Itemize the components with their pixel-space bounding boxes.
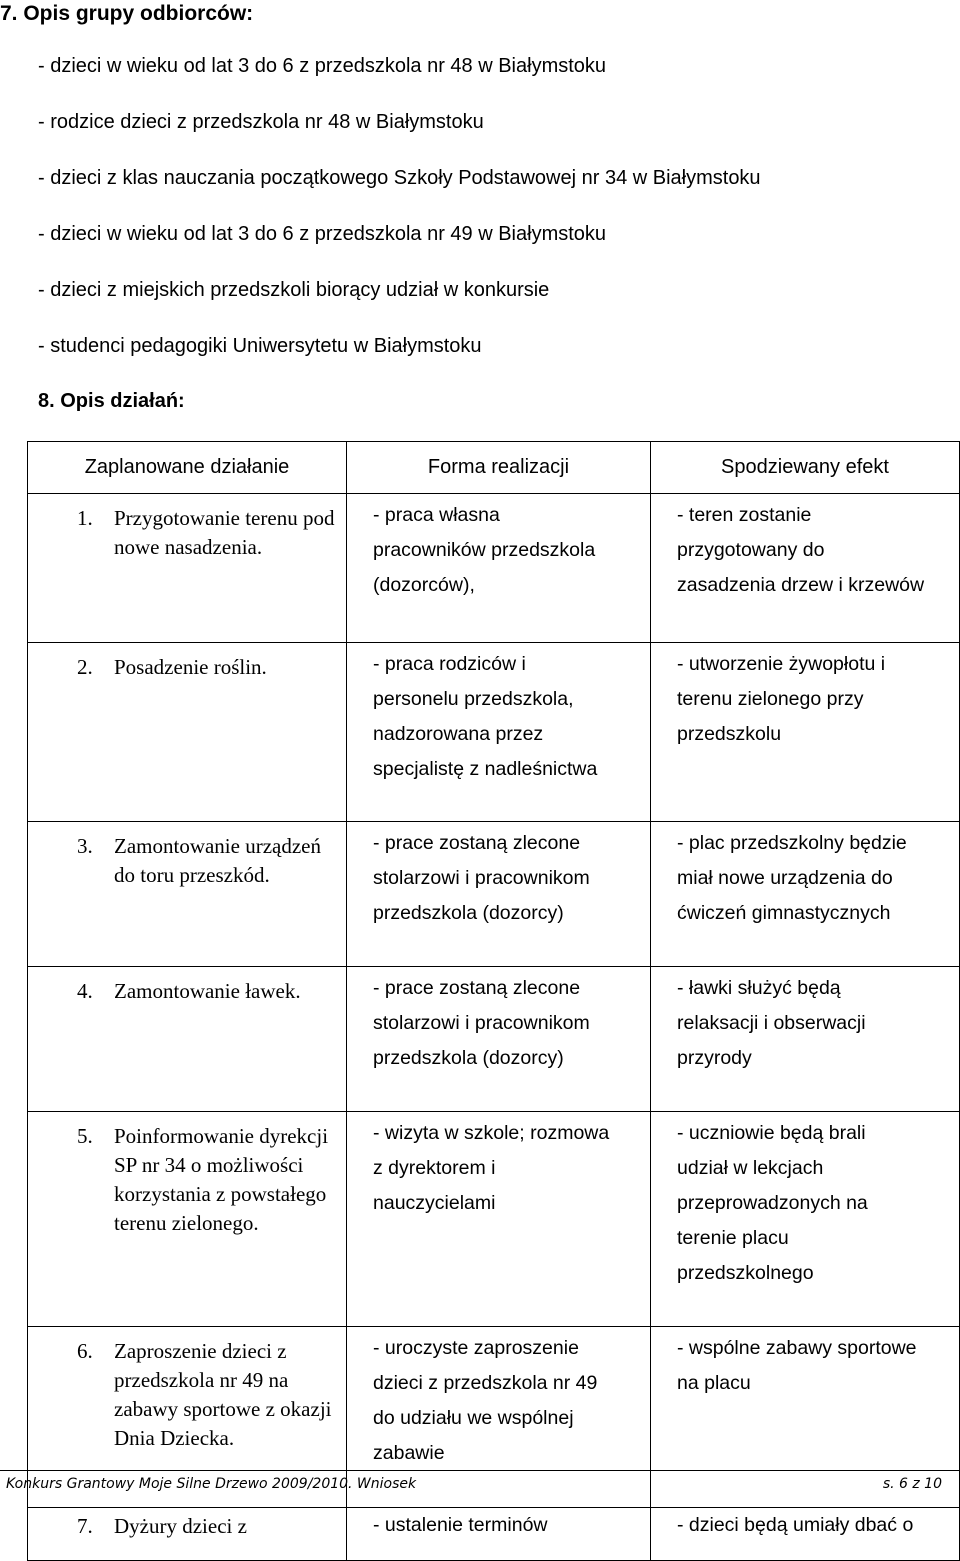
effect-line: - wspólne zabawy sportowe bbox=[677, 1337, 917, 1359]
form-line: - prace zostaną zlecone bbox=[373, 832, 581, 854]
effect-line: terenie placu bbox=[677, 1227, 789, 1249]
effect-line: udział w lekcjach bbox=[677, 1157, 824, 1179]
form-cell bbox=[347, 494, 651, 643]
effect-line: - teren zostanie bbox=[677, 504, 812, 526]
action-text: Zamontowanie ławek. bbox=[114, 979, 301, 1003]
effect-cell bbox=[651, 494, 960, 643]
row-number: 5. bbox=[77, 1124, 93, 1148]
table-row bbox=[28, 822, 960, 967]
effect-line: - ławki służyć będą bbox=[677, 977, 841, 999]
effect-line: na placu bbox=[677, 1372, 751, 1394]
table-header-row bbox=[28, 442, 960, 494]
form-line: personelu przedszkola, bbox=[373, 688, 574, 710]
effect-line: - plac przedszkolny będzie bbox=[677, 832, 907, 854]
effect-line: miał nowe urządzenia do bbox=[677, 867, 893, 889]
form-line: specjalistę z nadleśnictwa bbox=[373, 758, 598, 780]
audience-item: - dzieci w wieku od lat 3 do 6 z przedszkola nr 48 w Białymstoku bbox=[38, 55, 607, 77]
form-line: nadzorowana przez bbox=[373, 723, 544, 745]
form-line: przedszkola (dozorcy) bbox=[373, 1047, 564, 1069]
table-row bbox=[28, 967, 960, 1112]
form-line: - ustalenie terminów bbox=[373, 1514, 548, 1536]
form-line: (dozorców), bbox=[373, 574, 475, 596]
effect-line: - uczniowie będą brali bbox=[677, 1122, 866, 1144]
column-header-action: Zaplanowane działanie bbox=[28, 442, 347, 494]
row-number: 1. bbox=[77, 506, 93, 530]
form-line: z dyrektorem i bbox=[373, 1157, 496, 1179]
form-line: - praca rodziców i bbox=[373, 653, 526, 675]
footer-title: Konkurs Grantowy Moje Silne Drzewo 2009/2010. Wniosek bbox=[6, 1476, 417, 1492]
table-row bbox=[28, 1508, 960, 1561]
page-number: s. 6 z 10 bbox=[882, 1476, 942, 1492]
action-cell bbox=[28, 494, 347, 643]
action-cell bbox=[28, 643, 347, 822]
form-cell bbox=[347, 1508, 651, 1561]
effect-line: - utworzenie żywopłotu i bbox=[677, 653, 886, 675]
effect-cell bbox=[651, 1508, 960, 1561]
audience-item: - dzieci z miejskich przedszkoli biorący udział w konkursie bbox=[38, 279, 550, 301]
audience-item: - rodzice dzieci z przedszkola nr 48 w Białymstoku bbox=[38, 111, 484, 133]
effect-cell bbox=[651, 1112, 960, 1327]
action-text: Zaproszenie dzieci z przedszkola nr 49 na zabawy sportowe z okazji Dnia Dziecka. bbox=[114, 1339, 332, 1450]
form-line: - praca własna bbox=[373, 504, 500, 526]
actions-table bbox=[27, 441, 960, 1561]
row-number: 4. bbox=[77, 979, 93, 1003]
row-number: 2. bbox=[77, 655, 93, 679]
effect-line: zasadzenia drzew i krzewów bbox=[677, 574, 925, 596]
footer-divider bbox=[0, 1470, 960, 1471]
form-cell bbox=[347, 643, 651, 822]
action-text: Dyżury dzieci z bbox=[114, 1514, 247, 1538]
action-text: Posadzenie roślin. bbox=[114, 655, 267, 679]
action-text: Zamontowanie urządzeń do toru przeszkód. bbox=[114, 834, 321, 887]
column-header-form: Forma realizacji bbox=[347, 442, 651, 494]
section-7-heading: 7. Opis grupy odbiorców: bbox=[0, 2, 254, 25]
action-cell bbox=[28, 967, 347, 1112]
audience-item: - dzieci w wieku od lat 3 do 6 z przedszkola nr 49 w Białymstoku bbox=[38, 223, 607, 245]
effect-cell bbox=[651, 822, 960, 967]
audience-item: - studenci pedagogiki Uniwersytetu w Białymstoku bbox=[38, 335, 482, 357]
effect-cell bbox=[651, 967, 960, 1112]
row-number: 3. bbox=[77, 834, 93, 858]
table-row bbox=[28, 643, 960, 822]
effect-line: ćwiczeń gimnastycznych bbox=[677, 902, 891, 924]
row-number: 7. bbox=[77, 1514, 93, 1538]
form-cell bbox=[347, 1112, 651, 1327]
effect-line: przedszkolu bbox=[677, 723, 782, 745]
table-row bbox=[28, 1112, 960, 1327]
table-row bbox=[28, 494, 960, 643]
action-text: Przygotowanie terenu pod nowe nasadzenia. bbox=[114, 506, 335, 559]
form-line: dzieci z przedszkola nr 49 bbox=[373, 1372, 598, 1394]
form-line: do udziału we wspólnej bbox=[373, 1407, 574, 1429]
action-cell bbox=[28, 1508, 347, 1561]
form-line: nauczycielami bbox=[373, 1192, 496, 1214]
form-line: - wizyta w szkole; rozmowa bbox=[373, 1122, 610, 1144]
effect-line: przeprowadzonych na bbox=[677, 1192, 868, 1214]
effect-line: przyrody bbox=[677, 1047, 752, 1069]
effect-line: przygotowany do bbox=[677, 539, 825, 561]
action-text: Poinformowanie dyrekcji SP nr 34 o możliwości korzystania z powstałego terenu zielonego. bbox=[114, 1124, 329, 1235]
form-line: pracowników przedszkola bbox=[373, 539, 596, 561]
effect-line: - dzieci będą umiały dbać o bbox=[677, 1514, 914, 1536]
form-line: - uroczyste zaproszenie bbox=[373, 1337, 579, 1359]
form-line: stolarzowi i pracownikom bbox=[373, 1012, 590, 1034]
form-line: przedszkola (dozorcy) bbox=[373, 902, 564, 924]
effect-line: przedszkolnego bbox=[677, 1262, 814, 1284]
column-header-effect: Spodziewany efekt bbox=[651, 442, 960, 494]
form-line: stolarzowi i pracownikom bbox=[373, 867, 590, 889]
effect-cell bbox=[651, 643, 960, 822]
effect-line: relaksacji i obserwacji bbox=[677, 1012, 866, 1034]
page-footer bbox=[6, 1476, 942, 1492]
form-line: zabawie bbox=[373, 1442, 445, 1464]
form-cell bbox=[347, 967, 651, 1112]
audience-item: - dzieci z klas nauczania początkowego Szkoły Podstawowej nr 34 w Białymstoku bbox=[38, 167, 761, 189]
action-cell bbox=[28, 822, 347, 967]
section-8-heading: 8. Opis działań: bbox=[38, 390, 185, 412]
row-number: 6. bbox=[77, 1339, 93, 1363]
action-cell bbox=[28, 1112, 347, 1327]
effect-line: terenu zielonego przy bbox=[677, 688, 864, 710]
form-line: - prace zostaną zlecone bbox=[373, 977, 581, 999]
form-cell bbox=[347, 822, 651, 967]
